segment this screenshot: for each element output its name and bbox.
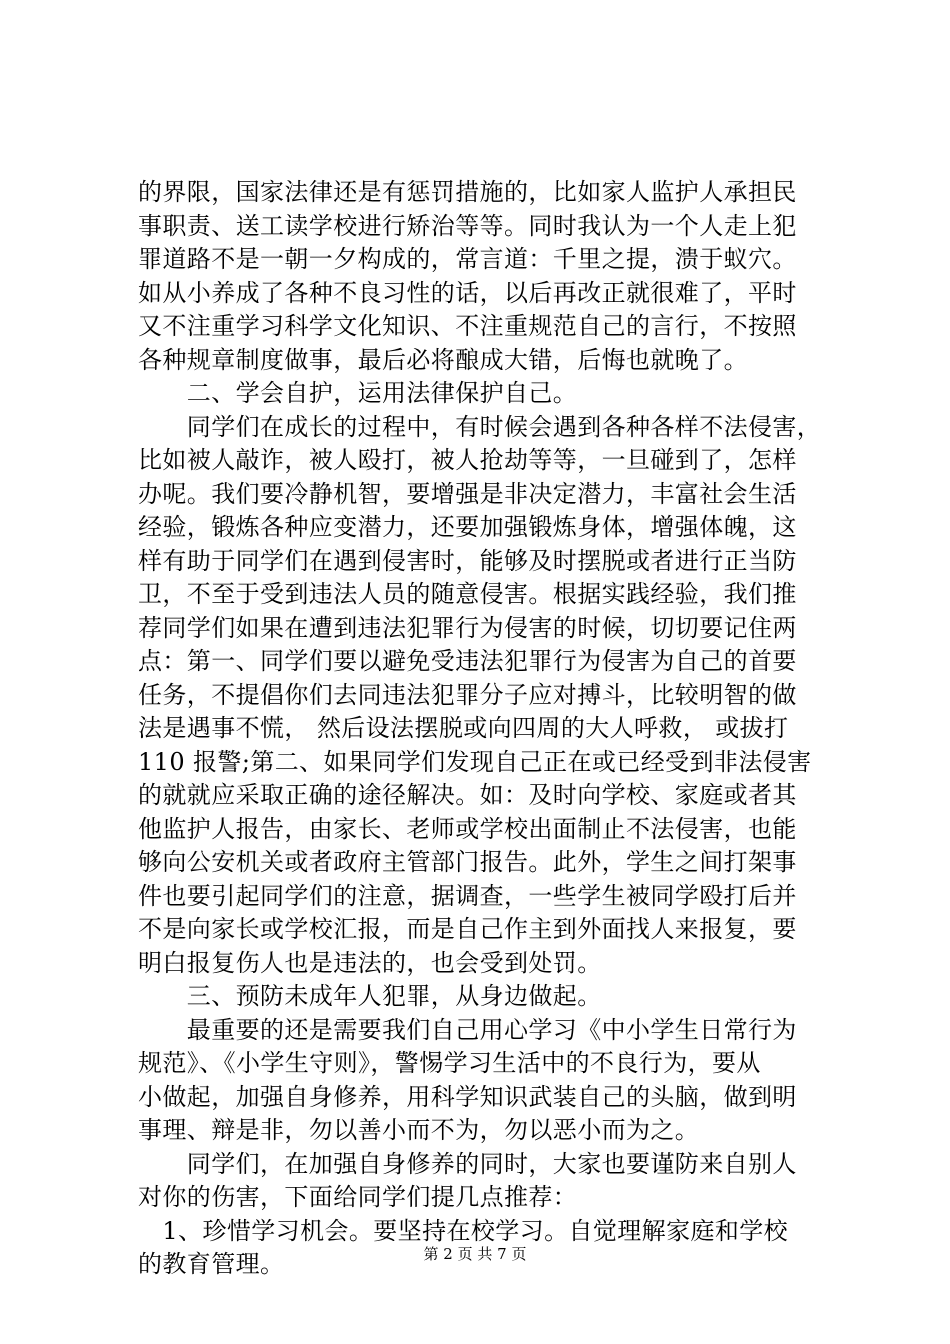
text-line: 不是向家长或学校汇报，而是自己作主到外面找人来报复，要: [138, 915, 797, 943]
text-line: 1、珍惜学习机会。要坚持在校学习。自觉理解家庭和学校: [138, 1216, 789, 1245]
text-line: 件也要引起同学们的注意，据调查，一些学生被同学殴打后并: [138, 881, 797, 910]
text-line: 办呢。我们要冷静机智，要增强是非决定潜力，丰富社会生活: [138, 479, 797, 508]
text-line: 任务，不提倡你们去同违法犯罪分子应对搏斗，比较明智的做: [138, 680, 797, 709]
text-line: 110 报警;第二、如果同学们发现自己正在或已经受到非法侵害: [138, 747, 812, 776]
text-line: 最重要的还是需要我们自己用心学习《中小学生日常行为: [138, 1015, 797, 1044]
text-line: 三、预防未成年人犯罪，从身边做起。: [138, 982, 602, 1010]
text-line: 二、学会自护，运用法律保护自己。: [138, 379, 578, 407]
text-line: 小做起，加强自身修养，用科学知识武装自己的头脑，做到明: [138, 1082, 797, 1111]
text-line: 卫，不至于受到违法人员的随意侵害。根据实践经验，我们推: [138, 580, 797, 608]
document-body: [138, 176, 838, 1282]
text-line: 够向公安机关或者政府主管部门报告。此外，学生之间打架事: [138, 848, 797, 876]
text-line: 经验，锻炼各种应变潜力，还要加强锻炼身体，增强体魄，这: [138, 513, 797, 541]
text-line: 他监护人报告，由家长、老师或学校出面制止不法侵害，也能: [138, 814, 797, 843]
text-line: 比如被人敲诈，被人殴打，被人抢劫等等，一旦碰到了，怎样: [138, 446, 797, 474]
text-line: 的就就应采取正确的途径解决。如：及时向学校、家庭或者其: [138, 781, 797, 809]
text-line: 如从小养成了各种不良习性的话，以后再改正就很难了，平时: [138, 278, 797, 307]
page-footer: 第 2 页 共 7 页: [423, 1245, 527, 1263]
text-line: 又不注重学习科学文化知识、不注重规范自己的言行，不按照: [138, 312, 797, 340]
text-line: 法是遇事不慌， 然后设法摆脱或向四周的大人呼救， 或拔打: [138, 714, 789, 742]
text-line: 荐同学们如果在遭到违法犯罪行为侵害的时候，切切要记住两: [138, 613, 797, 642]
text-line: 各种规章制度做事，最后必将酿成大错，后悔也就晚了。: [138, 345, 748, 374]
text-line: 样有助于同学们在遇到侵害时，能够及时摆脱或者进行正当防: [138, 546, 797, 575]
text-line: 罪道路不是一朝一夕构成的，常言道：千里之提，溃于蚁穴。: [138, 245, 797, 273]
text-line: 的教育管理。: [138, 1250, 285, 1278]
text-line: 同学们在成长的过程中，有时候会遇到各种各样不法侵害，: [138, 412, 822, 441]
text-line: 点：第一、同学们要以避免受违法犯罪行为侵害为自己的首要: [138, 647, 797, 675]
text-line: 事职责、送工读学校进行矫治等等。同时我认为一个人走上犯: [138, 211, 797, 240]
text-line: 对你的伤害，下面给同学们提几点推荐：: [138, 1183, 578, 1211]
text-line: 明白报复伤人也是违法的，也会受到处罚。: [138, 948, 602, 977]
text-line: 事理、辩是非，勿以善小而不为，勿以恶小而为之。: [138, 1116, 700, 1144]
text-line: 同学们，在加强自身修养的同时，大家也要谨防来自别人: [138, 1149, 797, 1178]
text-line: 规范》、《小学生守则》，警惕学习生活中的不良行为，要从: [138, 1049, 761, 1077]
text-line: 的界限，国家法律还是有惩罚措施的，比如家人监护人承担民: [138, 178, 797, 206]
